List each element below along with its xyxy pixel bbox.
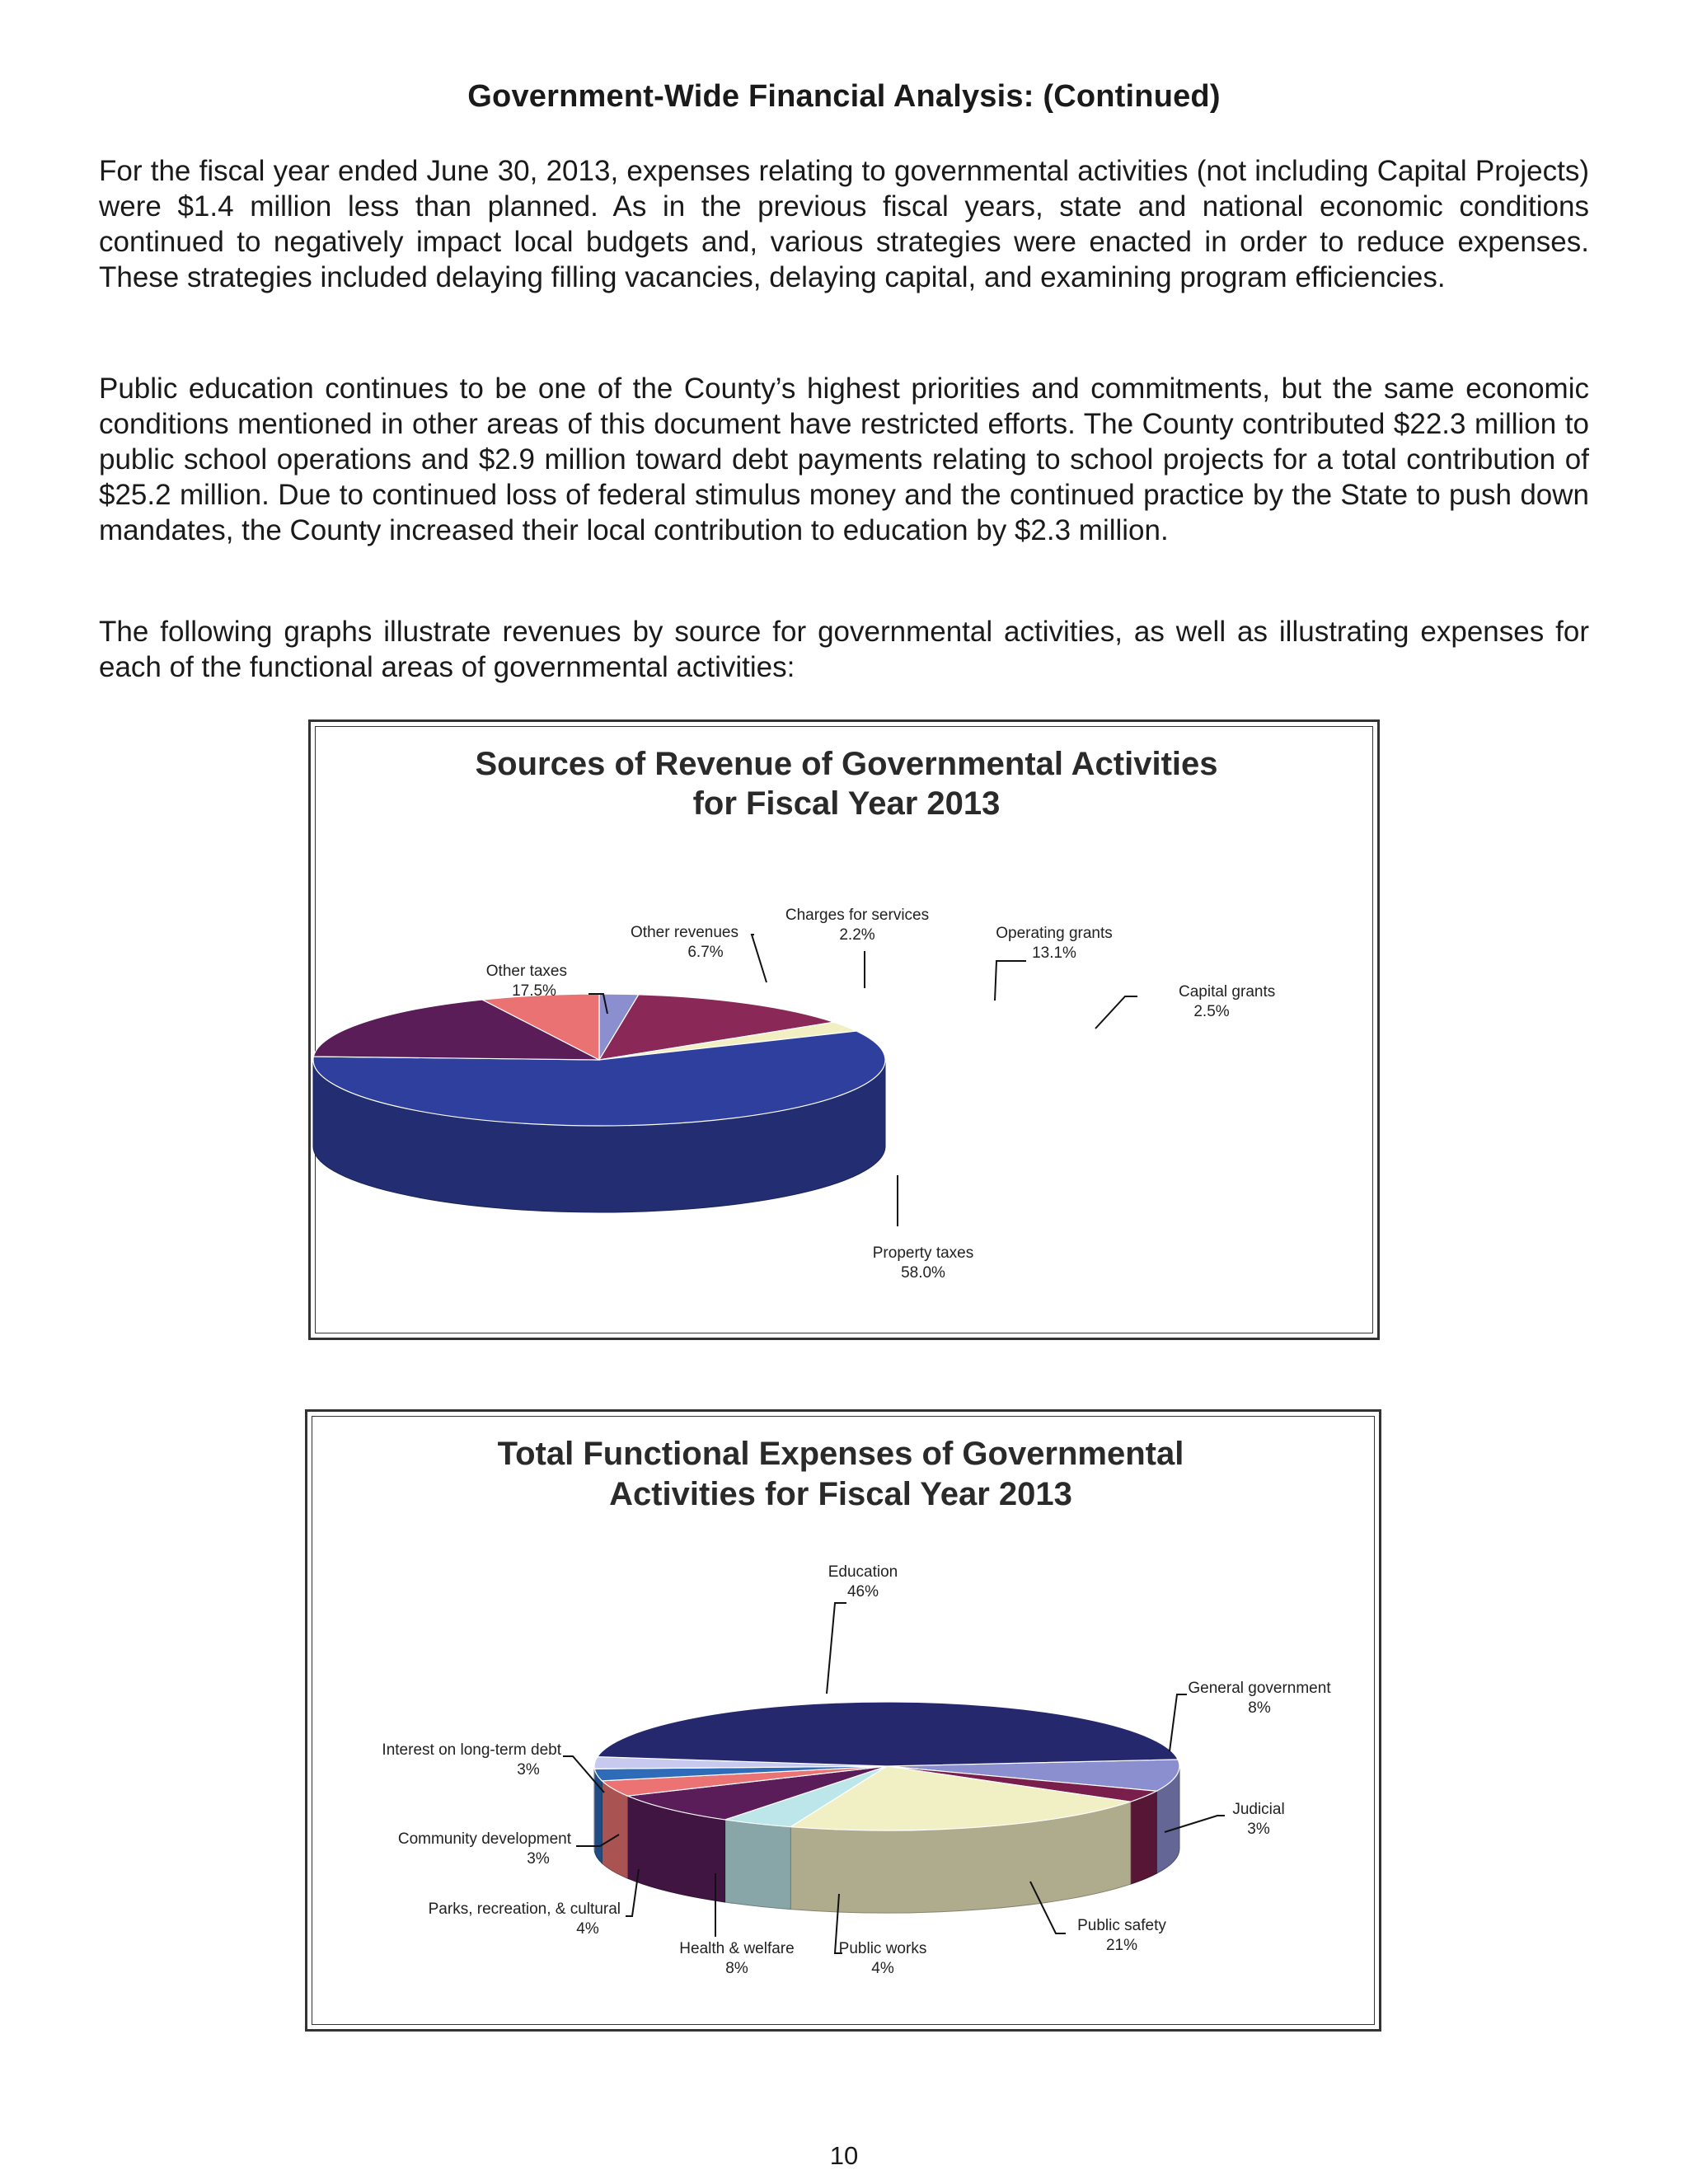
- revenue-chart-title-line-2: for Fiscal Year 2013: [692, 785, 1001, 822]
- revenue-label-charges-for-services: Charges for services: [785, 907, 930, 924]
- revenue-value-property-taxes: 58.0%: [901, 1264, 945, 1282]
- expenses-label-public-works: Public works: [838, 1940, 927, 1957]
- expenses-pie-chart: [307, 1412, 1384, 2034]
- expenses-value-public-safety: 21%: [1105, 1937, 1138, 1954]
- expenses-value-community-development: 3%: [527, 1850, 550, 1868]
- revenue-pie-chart: [311, 722, 1382, 1343]
- page-number: 10: [829, 2141, 859, 2170]
- expenses-label-health-welfare: Health & welfare: [679, 1940, 795, 1957]
- expenses-label-interest-on-long-term-debt: Interest on long-term debt: [382, 1741, 561, 1759]
- revenue-label-other-revenues: Other revenues: [631, 924, 738, 941]
- expenses-label-public-safety: Public safety: [1077, 1917, 1166, 1934]
- expenses-leader-education: [827, 1603, 846, 1694]
- expenses-value-education: 46%: [846, 1583, 879, 1601]
- expenses-label-education: Education: [828, 1563, 898, 1581]
- expenses-label-community-development: Community development: [397, 1830, 571, 1848]
- revenue-leader-other-revenues: [752, 935, 767, 982]
- paragraph-expenses: For the fiscal year ended June 30, 2013, expenses relating to governmental activities (not including Capital Projects) were $1.4 million less than planned. As in the previous fiscal years, state and national economic conditions continued to negatively impact local budgets and, various strategies were enacted in order to reduce expenses. These strategies included delaying filling vacancies, delaying capital, and examining program efficiencies.: [99, 155, 1589, 293]
- revenue-value-operating-grants: 13.1%: [1032, 944, 1076, 962]
- expenses-slice-education: [598, 1702, 1178, 1766]
- revenue-leader-operating-grants: [995, 961, 1026, 1001]
- paragraph-graphs-intro: The following graphs illustrate revenues by source for governmental activities, as well as illustrating expenses for each of the functional areas of governmental activities:: [99, 616, 1589, 683]
- expenses-value-health-welfare: 8%: [725, 1960, 748, 1977]
- expenses-value-interest-on-long-term-debt: 3%: [517, 1761, 540, 1779]
- expenses-chart-frame: [305, 1409, 1381, 2032]
- revenue-value-capital-grants: 2.5%: [1193, 1003, 1230, 1020]
- expenses-leader-general-government: [1170, 1694, 1187, 1751]
- paragraph-education: Public education continues to be one of the County’s highest priorities and commitments, but the same economic conditions mentioned in other areas of this document have restricted efforts. The County contributed $22.3 million to public school operations and $2.9 million toward debt payments relating to school projects for a total contribution of $25.2 million. Due to continued loss of federal stimulus money and the continued practice by the State to push down mandates, the County increased their local contribution to education by $2.3 million.: [99, 373, 1589, 546]
- revenue-value-other-revenues: 6.7%: [687, 944, 724, 961]
- expenses-value-judicial: 3%: [1247, 1821, 1270, 1838]
- expenses-side-public-works: [725, 1820, 791, 1910]
- page-title: Government-Wide Financial Analysis: (Continued): [467, 79, 1221, 114]
- expenses-chart-title-line-1: Total Functional Expenses of Governmental: [497, 1436, 1184, 1472]
- revenue-value-charges-for-services: 2.2%: [839, 926, 875, 944]
- revenue-label-operating-grants: Operating grants: [996, 925, 1113, 942]
- expenses-side-parks-recreation-cultural: [602, 1781, 627, 1878]
- expenses-label-general-government: General government: [1188, 1680, 1331, 1697]
- expenses-value-public-works: 4%: [871, 1960, 894, 1977]
- revenue-label-capital-grants: Capital grants: [1179, 983, 1276, 1001]
- revenue-label-other-taxes: Other taxes: [485, 963, 567, 980]
- expenses-label-judicial: Judicial: [1232, 1801, 1285, 1818]
- expenses-label-parks-recreation-cultural: Parks, recreation, & cultural: [428, 1900, 621, 1918]
- expenses-value-general-government: 8%: [1248, 1699, 1271, 1717]
- revenue-chart-title-line-1: Sources of Revenue of Governmental Activities: [475, 746, 1218, 782]
- revenue-chart-frame: [308, 719, 1380, 1340]
- expenses-side-judicial: [1131, 1791, 1157, 1884]
- expenses-value-parks-recreation-cultural: 4%: [576, 1920, 599, 1938]
- expenses-pie-top: [594, 1702, 1179, 1830]
- expenses-chart-title-line-2: Activities for Fiscal Year 2013: [609, 1476, 1072, 1512]
- revenue-leader-capital-grants: [1095, 996, 1137, 1029]
- revenue-pie-top: [313, 994, 885, 1126]
- revenue-value-other-taxes: 17.5%: [512, 982, 556, 1000]
- revenue-label-property-taxes: Property taxes: [872, 1244, 974, 1262]
